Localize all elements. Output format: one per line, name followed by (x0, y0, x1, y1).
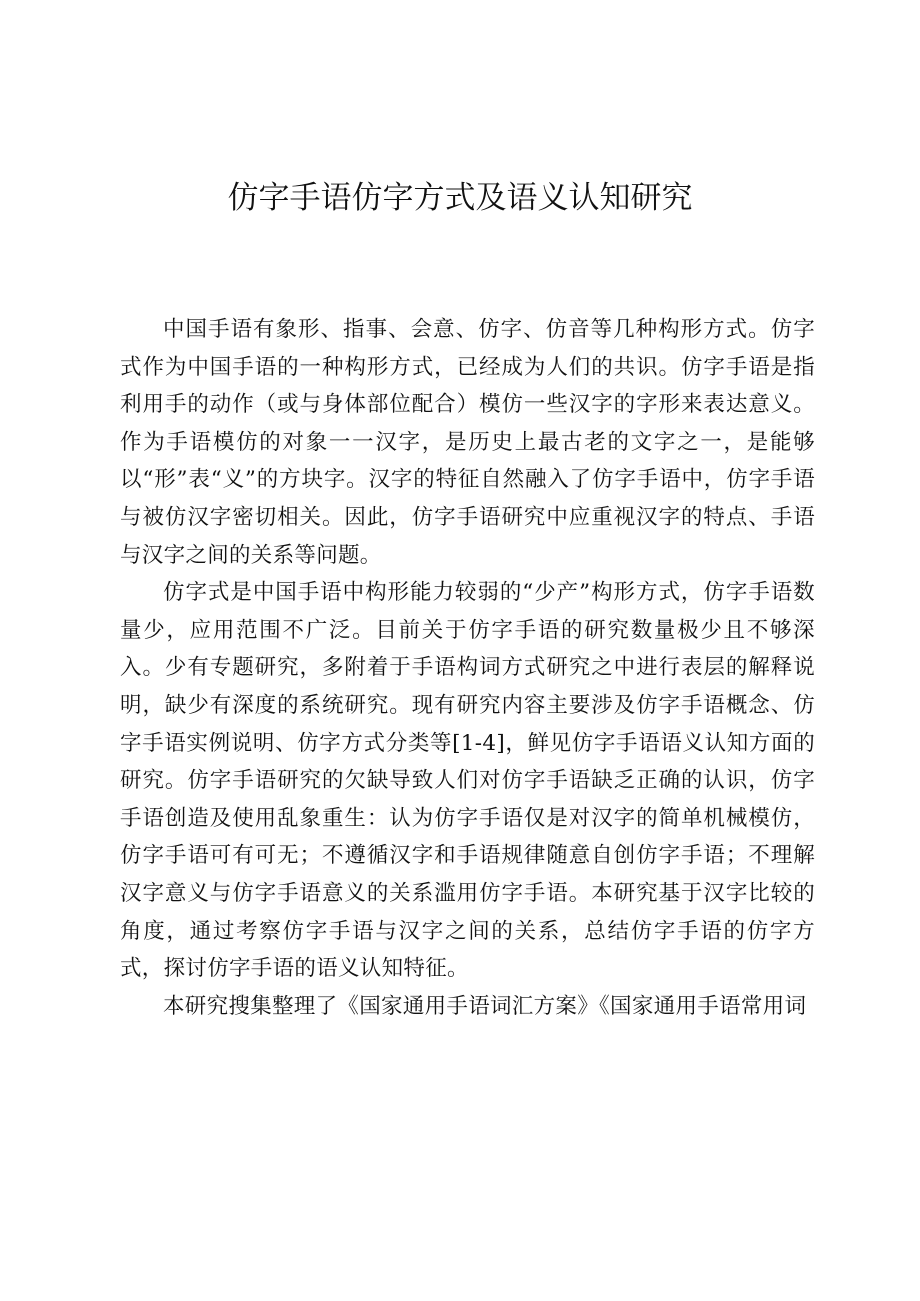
document-body (120, 311, 815, 1025)
paragraph-intro: 中国手语有象形、指事、会意、仿字、仿音等几种构形方式。仿字式作为中国手语的一种构形方式，已经成为人们的共识。仿字手语是指利用手的动作（或与身体部位配合）模仿一些汉字的字形来表达意义。作为手语模仿的对象一一汉字，是历史上最古老的文字之一，是能够以“形”表“义”的方块字。汉字的特征自然融入了仿字手语中，仿字手语与被仿汉字密切相关。因此，仿字手语研究中应重视汉字的特点、手语与汉字之间的关系等问题。 (120, 317, 815, 568)
document-title: 仿字手语仿字方式及语义认知研究 (227, 180, 693, 216)
paragraph-background: 仿字式是中国手语中构形能力较弱的“少产”构形方式，仿字手语数量少，应用范围不广泛。目前关于仿字手语的研究数量极少且不够深入。少有专题研究，多附着于手语构词方式研究之中进行表层的解释说明，缺少有深度的系统研究。现有研究内容主要涉及仿字手语概念、仿字手语实例说明、仿字方式分类等[1-4]，鲜见仿字手语语义认知方面的研究。仿字手语研究的欠缺导致人们对仿字手语缺乏正确的认识，仿字手语创造及使用乱象重生：认为仿字手语仅是对汉字的简单机械模仿，仿字手语可有可无；不遵循汉字和手语规律随意自创仿字手语；不理解汉字意义与仿字手语意义的关系滥用仿字手语。本研究基于汉字比较的角度，通过考察仿字手语与汉字之间的关系，总结仿字手语的仿字方式，探讨仿字手语的语义认知特征。 (120, 580, 815, 982)
paragraph-method: 本研究搜集整理了《国家通用手语词汇方案》《国家通用手语常用词 (163, 993, 807, 1019)
